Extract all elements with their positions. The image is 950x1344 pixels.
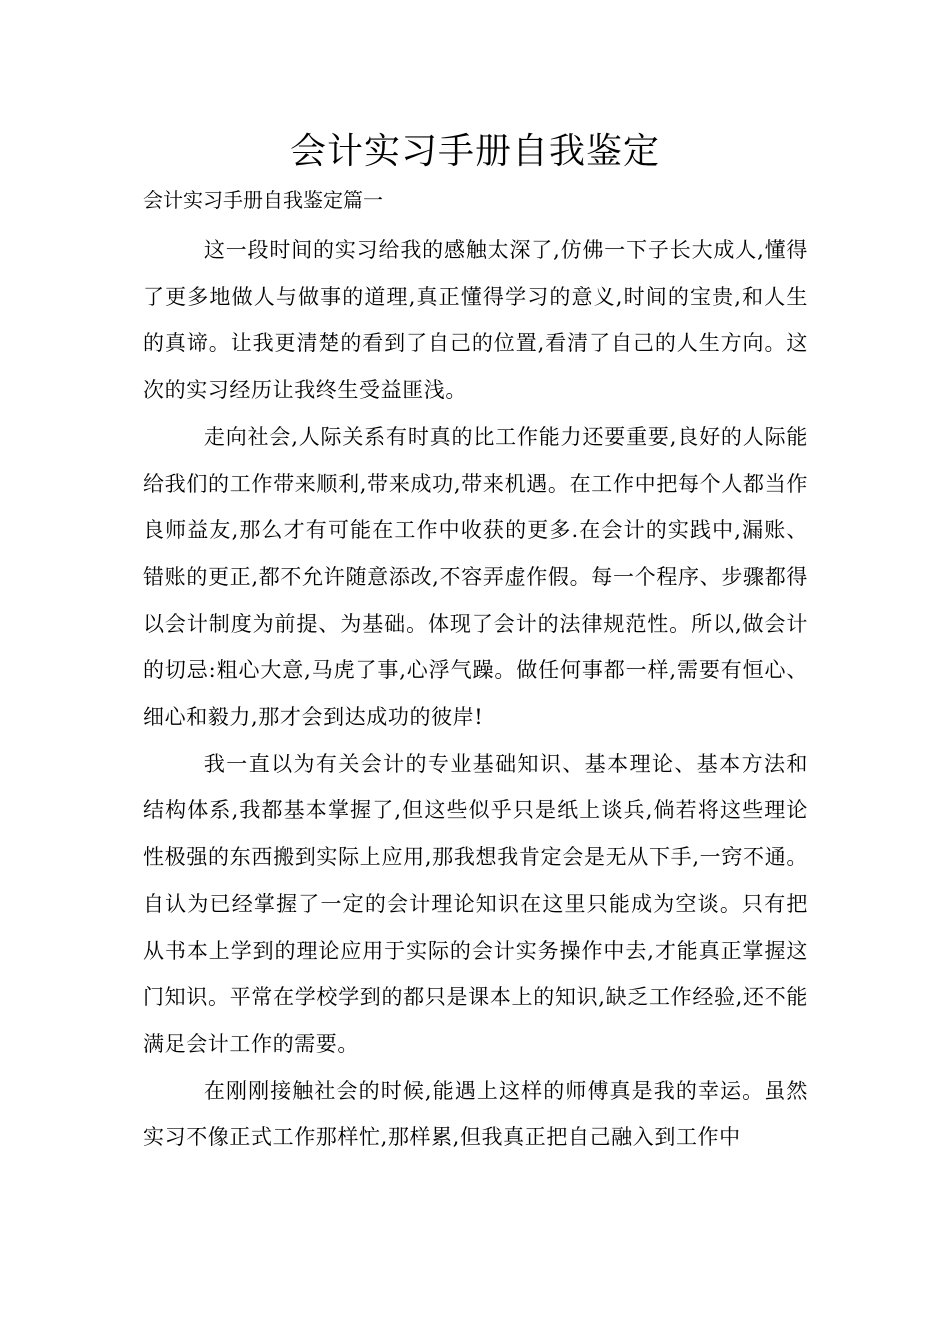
paragraph-1: 这一段时间的实习给我的感触太深了,仿佛一下子长大成人,懂得了更多地做人与做事的道理,真正懂得学习的意义,时间的宝贵,和人生的真谛。让我更清楚的看到了自己的位置,看清了自己的人生方向。这次的实习经历让我终生受益匪浅。 bbox=[143, 238, 808, 403]
paragraph-2: 走向社会,人际关系有时真的比工作能力还要重要,良好的人际能给我们的工作带来顺利,带来成功,带来机遇。在工作中把每个人都当作良师益友,那么才有可能在工作中收获的更多.在会计的实践中,漏账、错账的更正,都不允许随意添改,不容弄虚作假。每一个程序、步骤都得以会计制度为前提、为基础。体现了会计的法律规范性。所以,做会计的切忌:粗心大意,马虎了事,心浮气躁。做任何事都一样,需要有恒心、细心和毅力,那才会到达成功的彼岸! bbox=[143, 424, 808, 730]
document-subtitle: 会计实习手册自我鉴定篇一 bbox=[143, 188, 383, 212]
paragraph-3: 我一直以为有关会计的专业基础知识、基本理论、基本方法和结构体系,我都基本掌握了,但这些似乎只是纸上谈兵,倘若将这些理论性极强的东西搬到实际上应用,那我想我肯定会是无从下手,一窍不通。自认为已经掌握了一定的会计理论知识在这里只能成为空谈。只有把从书本上学到的理论应用于实际的会计实务操作中去,才能真正掌握这门知识。平常在学校学到的都只是课本上的知识,缺乏工作经验,还不能满足会计工作的需要。 bbox=[143, 751, 808, 1056]
document-title: 会计实习手册自我鉴定 bbox=[289, 131, 660, 172]
document-body bbox=[143, 227, 808, 1161]
paragraph-4: 在刚刚接触社会的时候,能遇上这样的师傅真是我的幸运。虽然实习不像正式工作那样忙,那样累,但我真正把自己融入到工作中 bbox=[143, 1078, 808, 1150]
